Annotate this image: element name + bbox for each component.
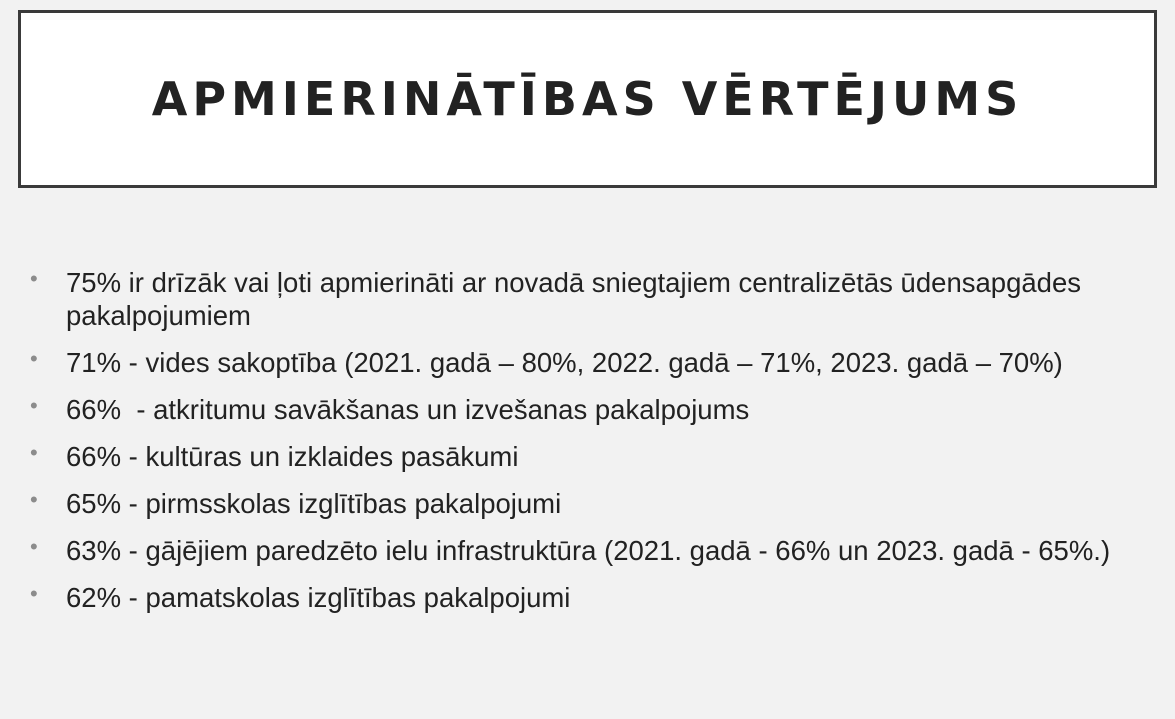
list-item-text: 75% ir drīzāk vai ļoti apmierināti ar novadā sniegtajiem centralizētās ūdensapgādes pakalpojumiem bbox=[66, 267, 1082, 331]
list-item bbox=[30, 440, 1140, 473]
list-item-text: 62% - pamatskolas izglītības pakalpojumi bbox=[66, 582, 571, 613]
list-item bbox=[30, 346, 1140, 379]
bullet-icon: • bbox=[30, 534, 38, 559]
bullet-icon: • bbox=[30, 487, 38, 512]
list-item bbox=[30, 487, 1140, 520]
list-item bbox=[30, 581, 1140, 614]
list-item-text: 66% - kultūras un izklaides pasākumi bbox=[66, 441, 519, 472]
list-item-text: 63% - gājējiem paredzēto ielu infrastruktūra (2021. gadā - 66% un 2023. gadā - 65%.) bbox=[66, 535, 1111, 566]
bullet-icon: • bbox=[30, 346, 38, 371]
title-box bbox=[18, 10, 1157, 188]
list-item bbox=[30, 534, 1140, 567]
bullet-list bbox=[30, 266, 1140, 628]
bullet-icon: • bbox=[30, 581, 38, 606]
bullet-icon: • bbox=[30, 393, 38, 418]
bullet-icon: • bbox=[30, 266, 38, 291]
slide-title: APMIERINĀTĪBAS VĒRTĒJUMS bbox=[151, 72, 1024, 126]
list-item-text: 66% - atkritumu savākšanas un izvešanas pakalpojums bbox=[66, 394, 750, 425]
list-item bbox=[30, 266, 1140, 332]
list-item-text: 71% - vides sakoptība (2021. gadā – 80%, 2022. gadā – 71%, 2023. gadā – 70%) bbox=[66, 347, 1063, 378]
list-item bbox=[30, 393, 1140, 426]
bullet-icon: • bbox=[30, 440, 38, 465]
list-item-text: 65% - pirmsskolas izglītības pakalpojumi bbox=[66, 488, 562, 519]
